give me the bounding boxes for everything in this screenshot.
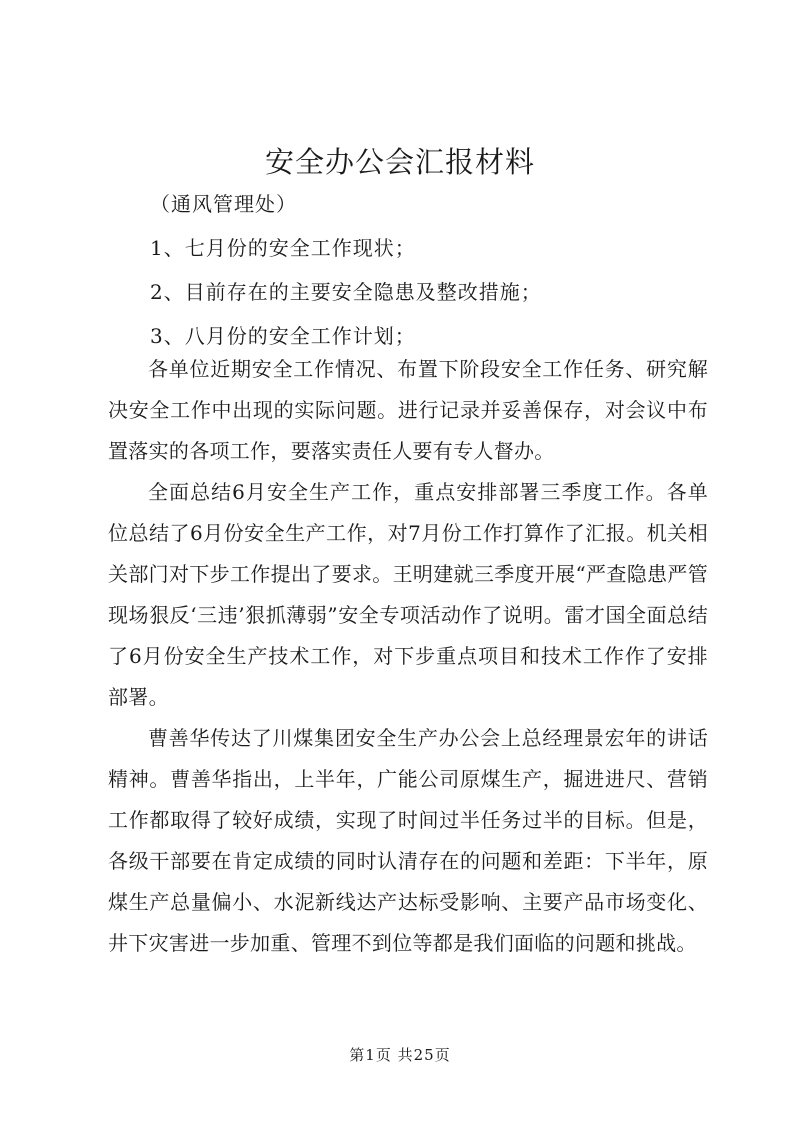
document-body — [108, 349, 708, 964]
paragraph: 全面总结6月安全生产工作，重点安排部署三季度工作。各单位总结了6月份安全生产工作，对7月份工作打算作了汇报。机关相关部门对下步工作提出了要求。王明建就三季度开展“严查隐患严管现场狠反‘三违’狠抓薄弱”安全专项活动作了说明。雷才国全面总结了6月份安全生产技术工作，对下步重点项目和技术工作作了安排部署。 — [108, 480, 708, 709]
agenda-list — [150, 226, 542, 358]
agenda-item: 1、七月份的安全工作现状； — [150, 236, 416, 260]
agenda-item: 2、目前存在的主要安全隐患及整改措施； — [150, 280, 542, 304]
paragraph: 各单位近期安全工作情况、布置下阶段安全工作任务、研究解决安全工作中出现的实际问题。进行记录并妥善保存，对会议中布置落实的各项工作，要落实责任人要有专人督办。 — [108, 357, 708, 463]
paragraph: 曹善华传达了川煤集团安全生产办公会上总经理景宏年的讲话精神。曹善华指出，上半年，广能公司原煤生产，掘进进尺、营销工作都取得了较好成绩，实现了时间过半任务过半的目标。但是，各级干部要在肯定成绩的同时认清存在的问题和差距：下半年，原煤生产总量偏小、水泥新线达产达标受影响、主要产品市场变化、井下灾害进一步加重、管理不到位等都是我们面临的问题和挑战。 — [108, 726, 708, 955]
document-subtitle: （通风管理处） — [150, 192, 297, 216]
page-number: 第1页 共25页 — [349, 1046, 451, 1064]
agenda-item: 3、八月份的安全工作计划； — [150, 324, 416, 348]
document-title: 安全办公会汇报材料 — [264, 145, 535, 179]
